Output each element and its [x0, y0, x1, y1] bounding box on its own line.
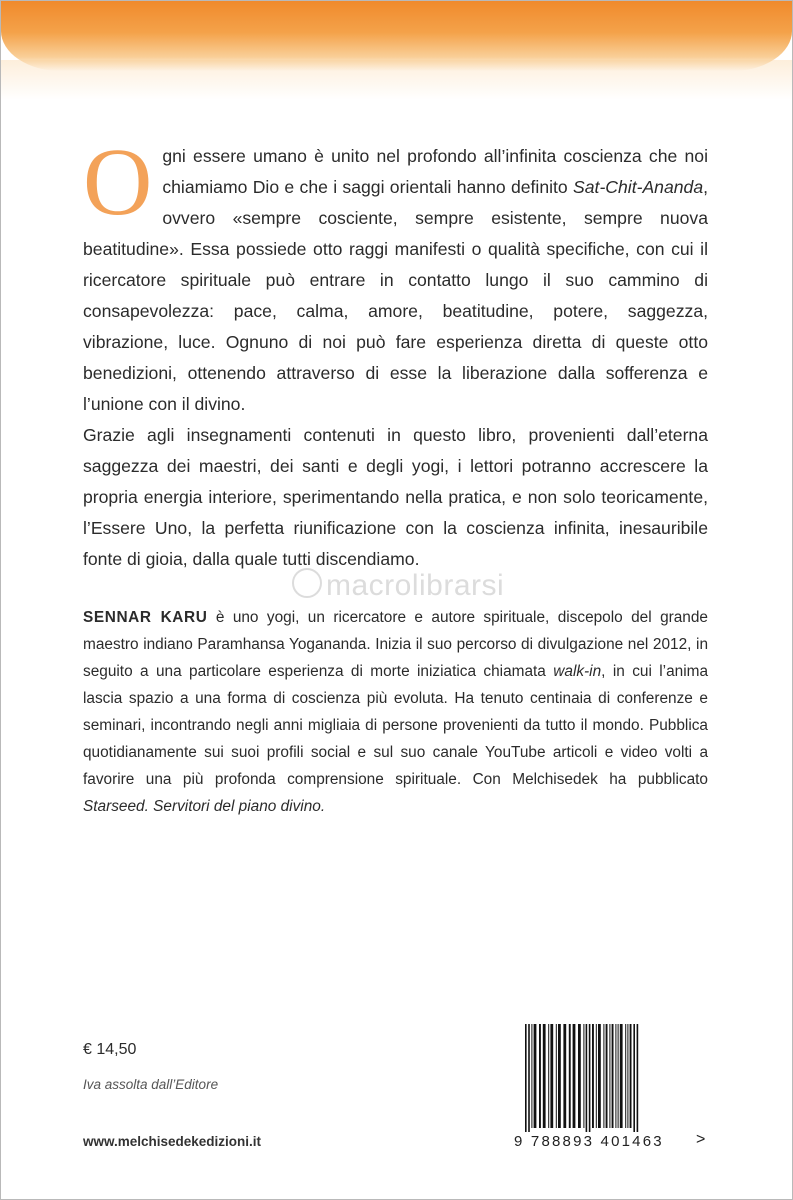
- barcode-bar: [625, 1024, 626, 1128]
- barcode-guard-bar: [525, 1024, 527, 1132]
- watermark-text: macrolibrarsi: [326, 569, 505, 602]
- barcode-bar: [606, 1024, 608, 1128]
- barcode-guard-bar: [589, 1024, 591, 1132]
- barcode-bar: [598, 1024, 601, 1128]
- barcode-bar: [618, 1024, 619, 1128]
- barcode-bar: [627, 1024, 628, 1128]
- watermark: [292, 568, 504, 603]
- barcode-bar: [573, 1024, 576, 1128]
- barcode-bar: [603, 1024, 604, 1128]
- barcode-bar: [539, 1024, 541, 1128]
- barcode-bar: [596, 1024, 597, 1128]
- bio-part: è uno yogi, un ricercatore e autore spirituale, discepolo del grande maestro indiano Paramhansa Yogananda. Inizia il suo percorso di divulgazione nel 2012, in seguito a una particolare esperienza di morte iniziatica chiamata: [83, 609, 708, 680]
- barcode-bar: [615, 1024, 616, 1128]
- barcode-bar: [563, 1024, 566, 1128]
- bio-book-title: Starseed. Servitori del piano divino.: [83, 798, 326, 815]
- barcode-bars: [513, 1024, 709, 1132]
- barcode-bar: [558, 1024, 561, 1128]
- drop-cap: O: [83, 128, 153, 235]
- barcode-bar: [578, 1024, 581, 1128]
- price: € 14,50: [83, 1041, 137, 1058]
- barcode-bar: [569, 1024, 571, 1128]
- watermark-logo-icon: [292, 568, 322, 598]
- barcode-bar: [556, 1024, 557, 1128]
- bio-italic: walk-in: [553, 663, 602, 680]
- blurb-paragraph-2: Grazie agli insegnamenti contenuti in questo libro, provenienti dall’eterna saggezza dei maestri, dei santi e degli yogi, i lettori potranno accrescere la propria energia interiore, sperimentando nella pratica, e non solo teoricamente, l’Essere Uno, la perfetta riunificazione con la coscienza infinita, inesauribile fonte di gioia, dalla quale tutti discendiamo.: [83, 425, 708, 569]
- blurb-text: [83, 128, 708, 575]
- bio-part: , in cui l’anima lascia spazio a una forma di coscienza più evoluta. Ha tenuto centinaia di conferenze e seminari, incontrando negli anni migliaia di persone provenienti da tutto il mondo. Pubblica quotidianamente sui suoi profili social e sul suo canale YouTube articoli e video volti a favorire una più profonda comprensione spirituale. Con Melchisedek ha pubblicato: [83, 663, 709, 788]
- barcode-bar: [543, 1024, 546, 1128]
- barcode-guard-bar: [528, 1024, 530, 1132]
- barcode-bar: [609, 1024, 610, 1128]
- author-bio: [83, 604, 708, 820]
- barcode-guard-bar: [586, 1024, 588, 1132]
- barcode-bar: [620, 1024, 623, 1128]
- barcode-bar: [630, 1024, 632, 1128]
- vat-note: Iva assolta dall’Editore: [83, 1077, 219, 1092]
- isbn-arrow: >: [696, 1131, 706, 1148]
- publisher-website: www.melchisedekedizioni.it: [83, 1134, 262, 1149]
- barcode-bar: [531, 1024, 532, 1128]
- barcode-bar: [548, 1024, 549, 1128]
- band-fade: [1, 60, 792, 100]
- author-name: SENNAR KARU: [83, 609, 208, 626]
- barcode-guard-bar: [637, 1024, 639, 1132]
- blurb-part: gni essere umano è unito nel profondo all’infinita coscienza che noi chiamiamo Dio e che i saggi orientali hanno definito: [162, 146, 708, 197]
- barcode-bar: [612, 1024, 614, 1128]
- blurb-part: , ovvero «sempre cosciente, sempre esistente, sempre nuova beatitudine». Essa possiede otto raggi manifesti o qualità specifiche, con cui il ricercatore spirituale può entrare in contatto lungo il suo cammino di consapevolezza: pace, calma, amore, beatitudine, potere, saggezza, vibrazione, luce. Ognuno di noi può fare esperienza diretta di queste otto benedizioni, ottenendo attraverso di esse la liberazione dalla sofferenza e l’unione con il divino.: [83, 177, 708, 414]
- blurb-italic: Sat-Chit-Ananda: [573, 177, 704, 197]
- isbn-digits: 9 788893 401463: [514, 1133, 664, 1150]
- barcode-guard-bar: [633, 1024, 635, 1132]
- barcode-bar: [550, 1024, 553, 1128]
- barcode-bar: [583, 1024, 584, 1128]
- barcode-bar: [534, 1024, 537, 1128]
- barcode-bar: [592, 1024, 594, 1128]
